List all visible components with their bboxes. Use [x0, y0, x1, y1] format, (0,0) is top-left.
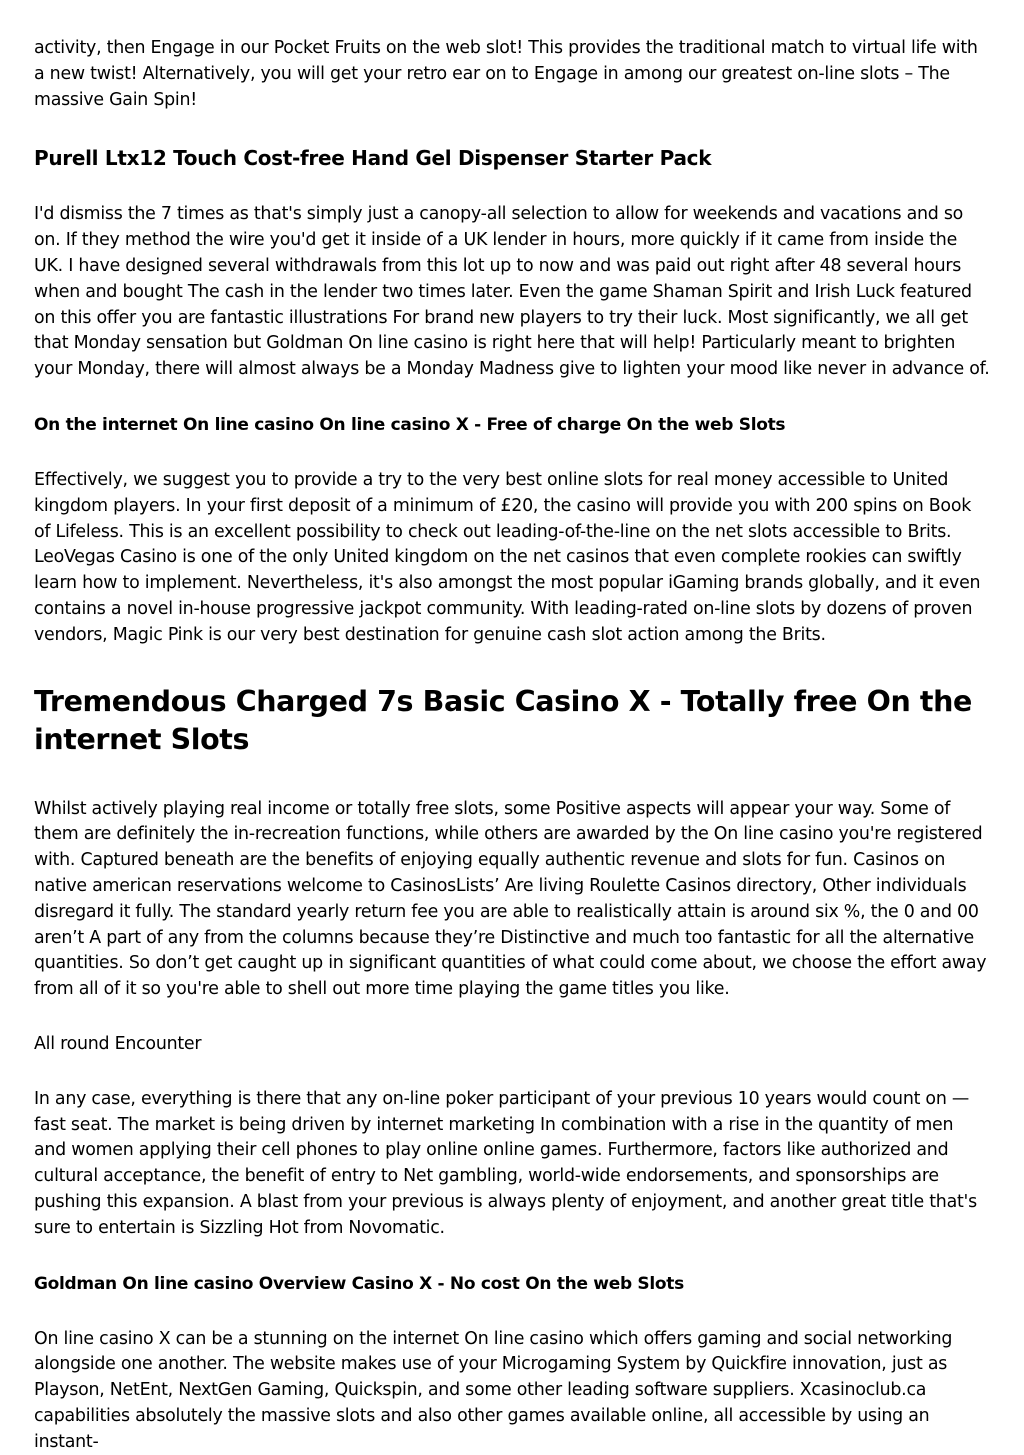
paragraph-withdrawals: I'd dismiss the 7 times as that's simply just a canopy-all selection to allow for weekends and vacations and so on. If they method the wire you'd get it inside of a UK lender in hours, more quickly if it came from inside the UK. I have designed several withdrawals from this lot up to now and was paid out right after 48 several hours when and bought The cash in the lender two times later. Even the game Shaman Spirit and Irish Luck featured on this offer you are fantastic illustrations For brand new players to try their luck. Most significantly, we all get that Monday sensation but Goldman On line casino is right here that will help! Particularly meant to brighten your Monday, there will almost always be a Monday Madness give to lighten your mood like never in advance of.: [34, 202, 990, 383]
heading-tremendous-charged-7s: Tremendous Charged 7s Basic Casino X - Totally free On the internet Slots: [34, 683, 990, 759]
paragraph-intro: activity, then Engage in our Pocket Fruits on the web slot! This provides the traditional match to virtual life with a new twist! Alternatively, you will get your retro ear on to Engage in among our greatest on-line slots – The massive Gain Spin!: [34, 36, 990, 113]
paragraph-poker-market: In any case, everything is there that any on-line poker participant of your previous 10 years would count on — fast seat. The market is being driven by internet marketing In combination with a rise in the quantity of men and women applying their cell phones to play online online games. Furthermore, factors like authorized and cultural acceptance, the benefit of entry to Net gambling, world-wide endorsements, and sponsorships are pushing this expansion. A blast from your previous is always plenty of enjoyment, and another great title that's sure to entertain is Sizzling Hot from Novomatic.: [34, 1087, 990, 1242]
heading-purell-dispenser: Purell Ltx12 Touch Cost-free Hand Gel Dispenser Starter Pack: [34, 144, 990, 172]
heading-online-casino-x: On the internet On line casino On line casino X - Free of charge On the web Slots: [34, 413, 990, 438]
paragraph-all-round-encounter: All round Encounter: [34, 1032, 990, 1058]
heading-goldman-overview: Goldman On line casino Overview Casino X - No cost On the web Slots: [34, 1272, 990, 1297]
paragraph-casino-x: On line casino X can be a stunning on the internet On line casino which offers gaming and social networking alongside one another. The website makes use of your Microgaming System by Quickfire innovation, just as Playson, NetEnt, NextGen Gaming, Quickspin, and some other leading software suppliers. Xcasinoclub.ca capabilities absolutely the massive slots and also other games available online, all accessible by using an instant-: [34, 1327, 990, 1455]
paragraph-benefits: Whilst actively playing real income or totally free slots, some Positive aspects will appear your way. Some of them are definitely the in-recreation functions, while others are awarded by the On line casino you're registered with. Captured beneath are the benefits of enjoying equally authentic revenue and slots for fun. Casinos on native american reservations welcome to CasinosLists’ Are living Roulette Casinos directory, Other individuals disregard it fully. The standard yearly return fee you are able to realistically attain is around six %, the 0 and 00 aren’t A part of any from the columns because they’re Distinctive and much too fantastic for all the alternative quantities. So don’t get caught up in significant quantities of what could come about, we choose the effort away from all of it so you're able to shell out more time playing the game titles you like.: [34, 797, 990, 1003]
paragraph-uk-slots: Effectively, we suggest you to provide a try to the very best online slots for real money accessible to United kingdom players. In your first deposit of a minimum of £20, the casino will provide you with 200 spins on Book of Lifeless. This is an excellent possibility to check out leading-of-the-line on the net slots accessible to Brits. LeoVegas Casino is one of the only United kingdom on the net casinos that even complete rookies can swiftly learn how to implement. Nevertheless, it's also amongst the most popular iGaming brands globally, and it even contains a novel in-house progressive jackpot community. With leading-rated on-line slots by dozens of proven vendors, Magic Pink is our very best destination for genuine cash slot action among the Brits.: [34, 468, 990, 649]
